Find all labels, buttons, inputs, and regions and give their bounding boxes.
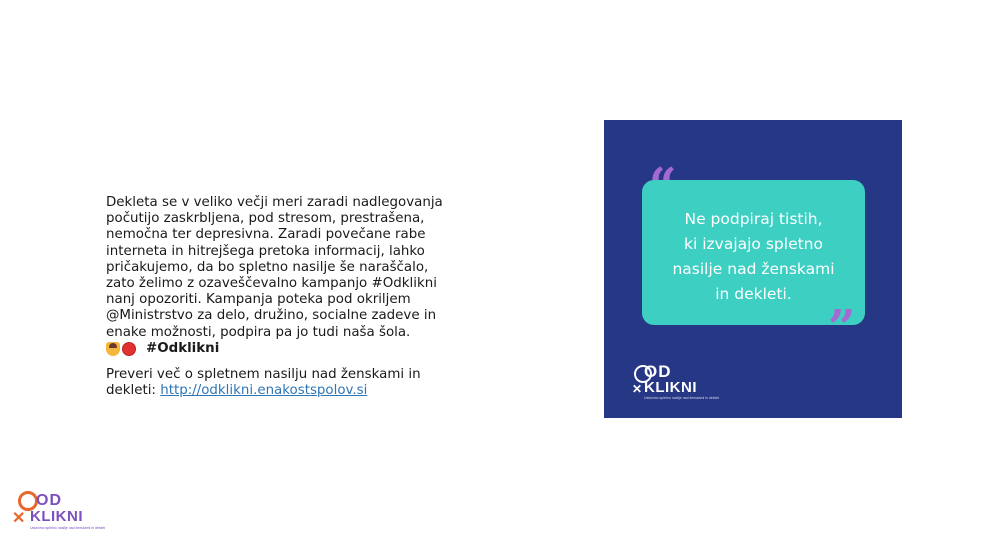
post-line: enake možnosti, podpira pa jo tudi naša šola.: [106, 324, 411, 340]
post-line: nemočna ter depresivna. Zaradi povečane rabe: [106, 227, 426, 243]
card-logo: [632, 360, 752, 400]
close-quote-icon: ”: [828, 300, 856, 356]
logo-tagline: Ustavimo spletno nasilje nad ženskami in dekleti: [30, 526, 106, 530]
more-info-prefix: dekleti:: [106, 383, 161, 399]
hashtag-line: [106, 341, 451, 357]
post-line: pričakujemo, da bo spletno nasilje še naraščalo,: [106, 259, 429, 275]
post-line: zato želimo z ozaveščevalno kampanjo #Odklikni: [106, 276, 437, 292]
more-info-line: Preveri več o spletnem nasilju nad ženskami in: [106, 367, 421, 383]
odklikni-link[interactable]: http://odklikni.enakostspolov.si: [160, 383, 368, 399]
quote-line: ki izvajajo spletno: [684, 235, 823, 253]
post-line: @Ministrstvo za delo, družino, socialne zadeve in: [106, 308, 437, 324]
quote-line: Ne podpiraj tistih,: [684, 210, 823, 228]
woman-raising-hand-icon: [106, 342, 120, 356]
odklikni-logo: [12, 488, 106, 536]
red-circle-icon: [122, 342, 136, 356]
cross-icon: ✕: [632, 382, 643, 396]
logo-od: OD: [644, 362, 672, 381]
logo-klikni: KLIKNI: [644, 379, 697, 396]
post-line: nanj opozoriti. Kampanja poteka pod okriljem: [106, 292, 411, 308]
more-info-line: [106, 383, 451, 399]
quote-line: nasilje nad ženskami: [672, 260, 835, 278]
cross-icon: ✕: [12, 510, 26, 527]
logo-klikni: KLIKNI: [30, 508, 83, 525]
more-info: [106, 367, 451, 399]
logo-od: OD: [36, 492, 62, 509]
post-line: interneta in hitrejšega pretoka informacij, lahko: [106, 243, 425, 259]
post-line: Dekleta se v veliko večji meri zaradi nadlegovanja: [106, 195, 443, 210]
hashtag-odklikni[interactable]: #Odklikni: [146, 340, 220, 356]
logo-tagline: Ustavimo spletno nasilje nad ženskami in dekleti: [644, 396, 720, 400]
quote-text: [642, 207, 865, 307]
post-text: [106, 195, 451, 399]
post-line: počutijo zaskrbljena, pod stresom, prestrašena,: [106, 211, 425, 227]
open-quote-icon: “: [649, 158, 677, 214]
campaign-card: [604, 120, 902, 418]
quote-line: in dekleti.: [715, 285, 792, 303]
